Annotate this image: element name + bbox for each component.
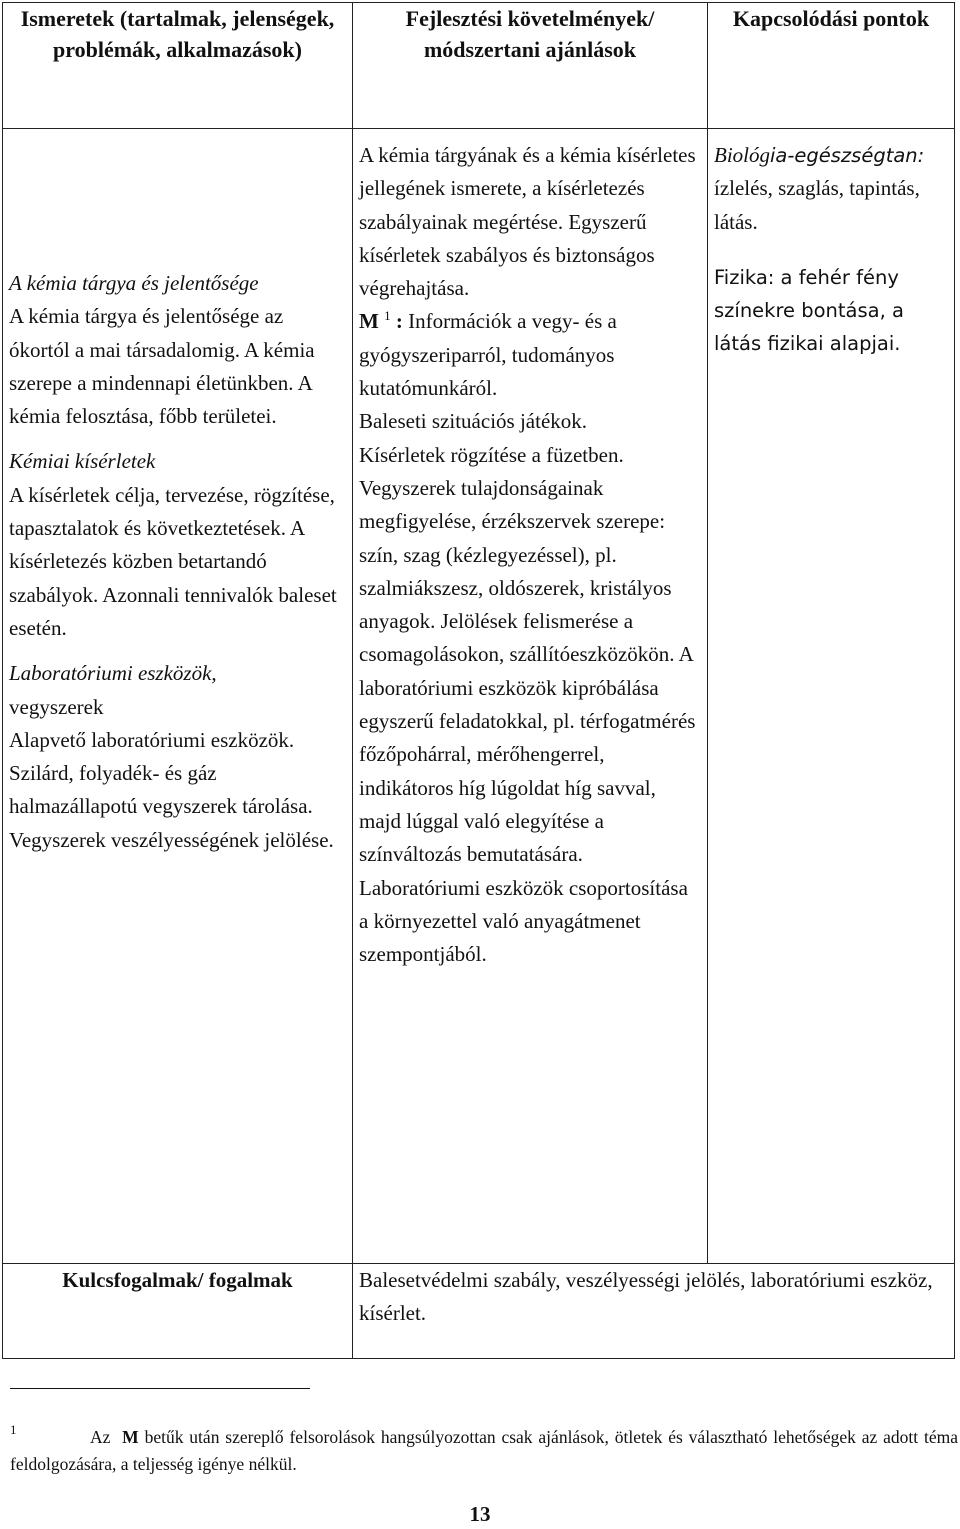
header-connections: Kapcsolódási pontok [708,3,955,129]
requirements-text-3: Baleseti szituációs játékok. [359,409,588,434]
connections-cell [708,129,955,1264]
footnote-m: M [122,1427,139,1447]
content-cell [3,129,353,1264]
header-content: Ismeretek (tartalmak, jelenségek, problémák, alkalmazások) [3,3,353,129]
section-title-experiments: Kémiai kísérletek [9,449,156,474]
keywords-text: Balesetvédelmi szabály, veszélyességi jelölés, laboratóriumi eszköz, kísérlet. [353,1264,955,1359]
section-text-experiments: A kísérletek célja, tervezése, rögzítése, tapasztalatok és következtetések. A kísérletezés közben betartandó szabályok. Azonnali tennivalók baleset esetén. [9,482,337,640]
body-row [3,129,955,1264]
keywords-label-text: Kulcsfogalmak/ fogalmak [62,1268,293,1292]
requirements-text-4: Kísérletek rögzítése a füzetben. [359,442,624,467]
requirements-text-5: Vegyszerek tulajdonságainak megfigyelése, érzékszervek szerepe: szín, szag (kézlegyezéssel), pl. szalmiákszesz, oldószerek, kristályos anyagok. Jelölések felismerése a csomagolásokon, szállítóeszközökön. A laboratóriumi eszközök kipróbálása egyszerű feladatokkal, pl. térfogatmérés főzőpohárral, mérőhengerrel, indikátoros híg lúgoldat híg savval, majd lúggal való elegyítése a színváltozás bemutatására. Laboratóriumi eszközök csoportosítása a környezettel való anyagátmenet szempontjából. [359,475,696,967]
section-title-chemistry-subject: A kémia tárgya és jelentősége [9,271,259,295]
biology-text: ízlelés, szaglás, tapintás, látás. [714,176,920,234]
footnote [10,1424,958,1478]
page-number: 13 [469,1502,491,1526]
section-text-lab-tools: Alapvető laboratóriumi eszközök. Szilárd, folyadék- és gáz halmazállapotú vegyszerek tárolása. Vegyszerek veszélyességének jelölése. [9,727,334,852]
footnote-text-a: Az [90,1427,111,1447]
biology-subject-a: Biológ [714,143,770,167]
m-colon: : [395,309,403,334]
requirements-cell [353,129,708,1264]
keywords-label [3,1264,353,1359]
section-text-chemistry-subject: A kémia tárgya és jelentősége az ókortól a mai társadalomig. A kémia szerepe a mindennapi életünkben. A kémia felosztása, főbb területei. [9,304,315,429]
section-title-lab-tools-rest: vegyszerek [9,694,104,719]
keywords-row [3,1264,955,1359]
biology-subject-b: ia-egészségtan: [770,144,925,167]
m-label: M [359,309,379,334]
section-title-lab-tools: Laboratóriumi eszközök, [9,661,217,686]
header-requirements: Fejlesztési követelmények/ módszertani ajánlások [353,3,708,129]
footnote-ref: 1 [384,308,391,324]
header-row [3,3,955,129]
requirements-text-1: A kémia tárgyának és a kémia kísérletes jellegének ismerete, a kísérletezés szabályainak megértése. Egyszerű kísérletek szabályos és biztonságos végrehajtása. [359,143,696,301]
footnote-divider [10,1388,310,1389]
physics-label: Fizika: [714,265,775,289]
footnote-text-b: betűk után szereplő felsorolások hangsúlyozottan csak ajánlások, ötletek és választható lehetőségek az adott téma feldolgozására, a teljesség igénye nélkül. [10,1427,959,1474]
curriculum-table [2,2,955,1359]
footnote-number: 1 [10,1422,17,1437]
requirements-text-2: Információk a vegy- és a gyógyszeriparról, tudományos kutatómunkáról. [359,309,617,401]
physics-text: a fehér fény színekre bontása, a látás fizikai alapjai. [714,265,904,356]
